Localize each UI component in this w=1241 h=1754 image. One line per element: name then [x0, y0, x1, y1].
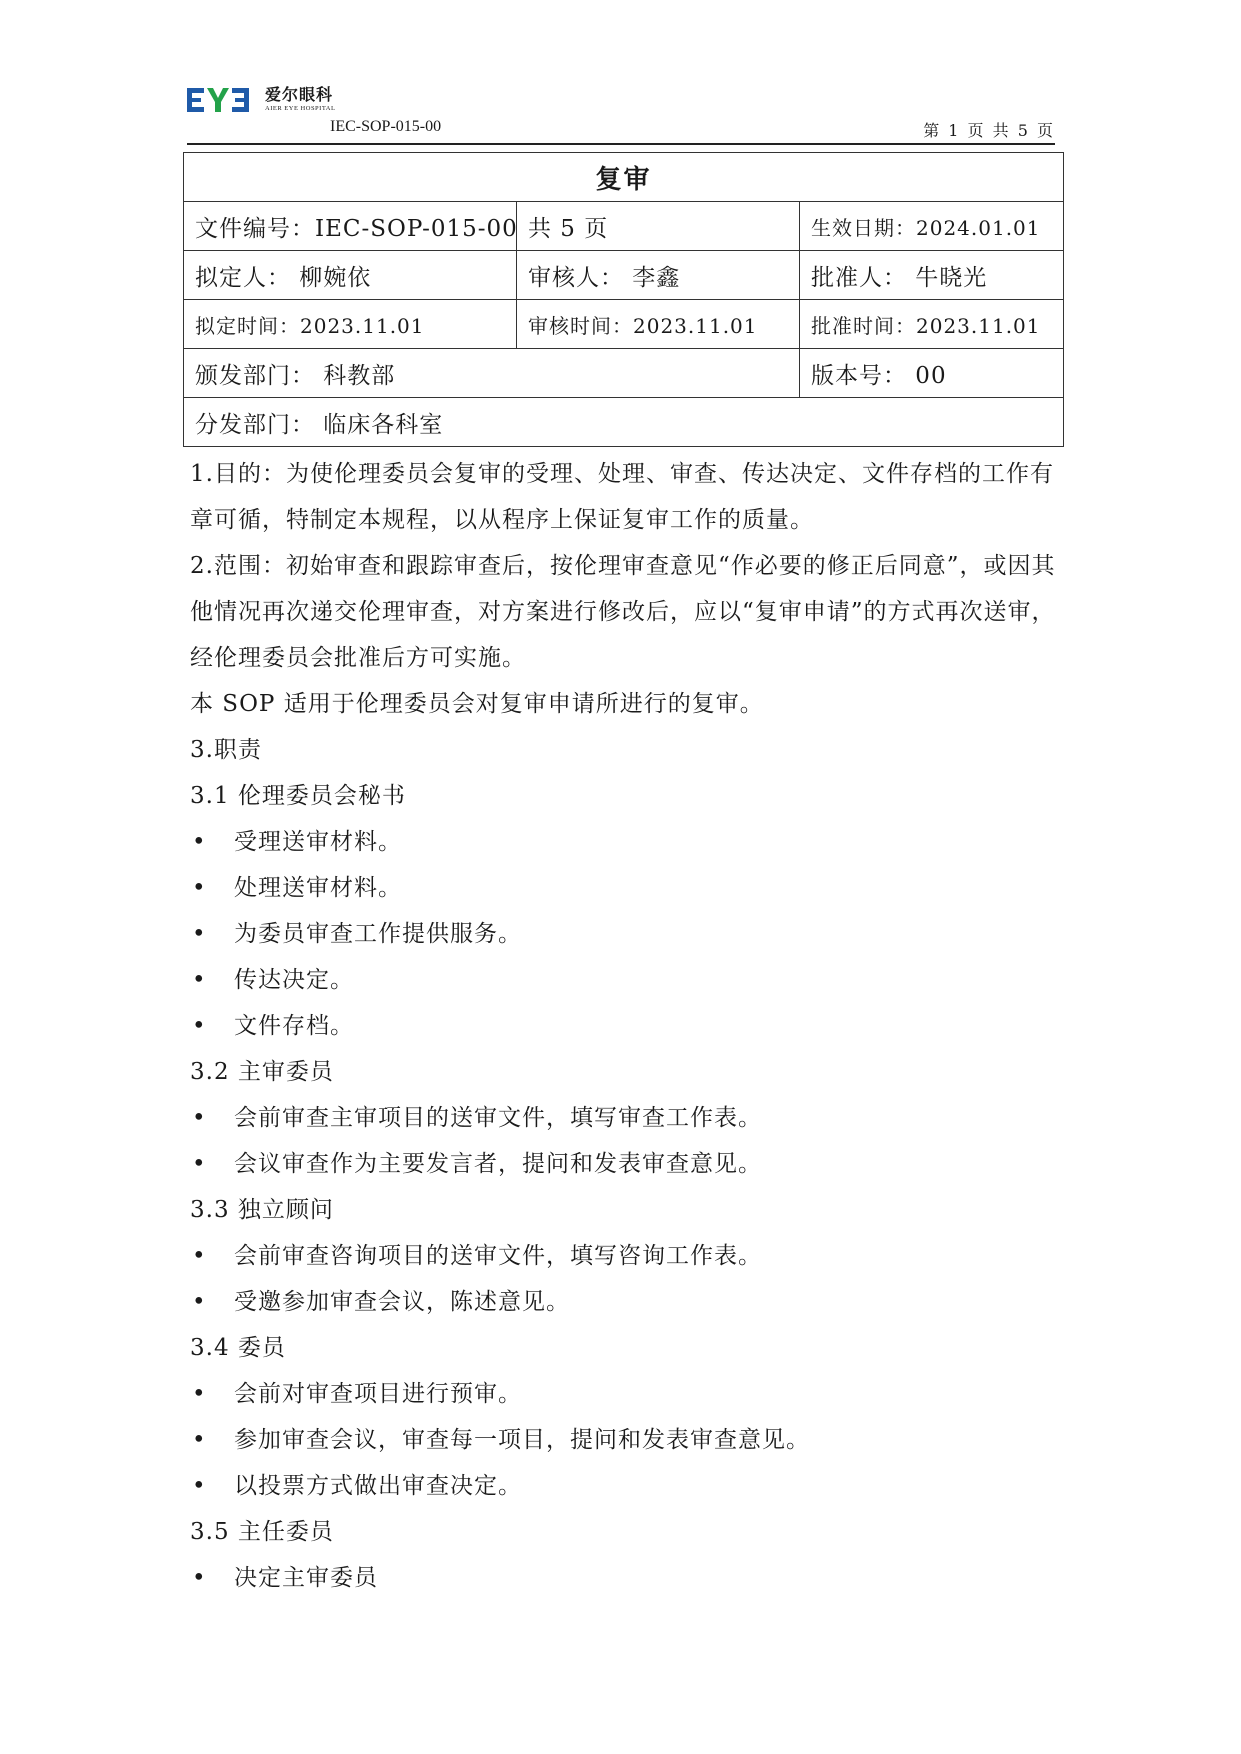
list-item: • 会前对审查项目进行预审。 — [190, 1371, 1060, 1417]
header-doc-code: IEC-SOP-015-00 — [330, 118, 442, 135]
list-item: • 传达决定。 — [190, 957, 1060, 1003]
distribution-department: 分发部门： 临床各科室 — [184, 398, 1064, 447]
scope-paragraph: 2.范围：初始审查和跟踪审查后，按伦理审查意见“作必要的修正后同意”，或因其他情况再次递交伦理审查，对方案进行修改后，应以“复审申请”的方式再次送审，经伦理委员会批准后方可实施。 — [190, 553, 1056, 671]
section-heading: 3.3 独立顾问 — [190, 1197, 334, 1223]
list-item: • 会议审查作为主要发言者，提问和发表审查意见。 — [190, 1141, 1060, 1187]
section-heading: 3.4 委员 — [190, 1335, 286, 1361]
section-heading: 3.5 主任委员 — [190, 1519, 334, 1545]
document-body — [190, 451, 1060, 1601]
list-item: • 文件存档。 — [190, 1003, 1060, 1049]
purpose-paragraph: 1.目的：为使伦理委员会复审的受理、处理、审查、传达决定、文件存档的工作有章可循，特制定本规程，以从程序上保证复审工作的质量。 — [190, 461, 1054, 533]
document-info-table — [183, 152, 1064, 447]
document-title: 复审 — [184, 153, 1064, 202]
approve-time: 批准时间：2023.11.01 — [800, 300, 1064, 349]
reviewer: 审核人： 李鑫 — [517, 251, 800, 300]
list-item: • 会前审查咨询项目的送审文件，填写咨询工作表。 — [190, 1233, 1060, 1279]
review-time: 审核时间：2023.11.01 — [517, 300, 800, 349]
effective-date: 生效日期：2024.01.01 — [800, 202, 1064, 251]
eye-logo-icon — [187, 86, 267, 116]
file-number: 文件编号：IEC-SOP-015-00 — [184, 202, 517, 251]
section-heading: 3.2 主审委员 — [190, 1059, 334, 1085]
header-divider — [187, 143, 1055, 145]
list-item: • 会前审查主审项目的送审文件，填写审查工作表。 — [190, 1095, 1060, 1141]
list-item: • 受理送审材料。 — [190, 819, 1060, 865]
list-item: • 以投票方式做出审查决定。 — [190, 1463, 1060, 1509]
list-item: • 为委员审查工作提供服务。 — [190, 911, 1060, 957]
drafter: 拟定人： 柳婉依 — [184, 251, 517, 300]
draft-time: 拟定时间：2023.11.01 — [184, 300, 517, 349]
list-item: • 处理送审材料。 — [190, 865, 1060, 911]
total-pages: 共 5 页 — [517, 202, 800, 251]
logo-english-name: AIER EYE HOSPITAL — [265, 105, 336, 112]
approver: 批准人： 牛晓光 — [800, 251, 1064, 300]
section-heading: 3.1 伦理委员会秘书 — [190, 783, 406, 809]
version-number: 版本号： 00 — [800, 349, 1064, 398]
header-page-info: 第 1 页 共 5 页 — [923, 121, 1055, 140]
issuing-department: 颁发部门： 科教部 — [184, 349, 800, 398]
logo-text — [265, 86, 335, 114]
scope-note: 本 SOP 适用于伦理委员会对复审申请所进行的复审。 — [190, 691, 764, 717]
duties-heading: 3.职责 — [190, 737, 262, 763]
list-item: • 参加审查会议，审查每一项目，提问和发表审查意见。 — [190, 1417, 1060, 1463]
logo-chinese-name: 爱尔眼科 — [265, 85, 334, 104]
list-item: • 受邀参加审查会议，陈述意见。 — [190, 1279, 1060, 1325]
list-item: • 决定主审委员 — [190, 1555, 1060, 1601]
